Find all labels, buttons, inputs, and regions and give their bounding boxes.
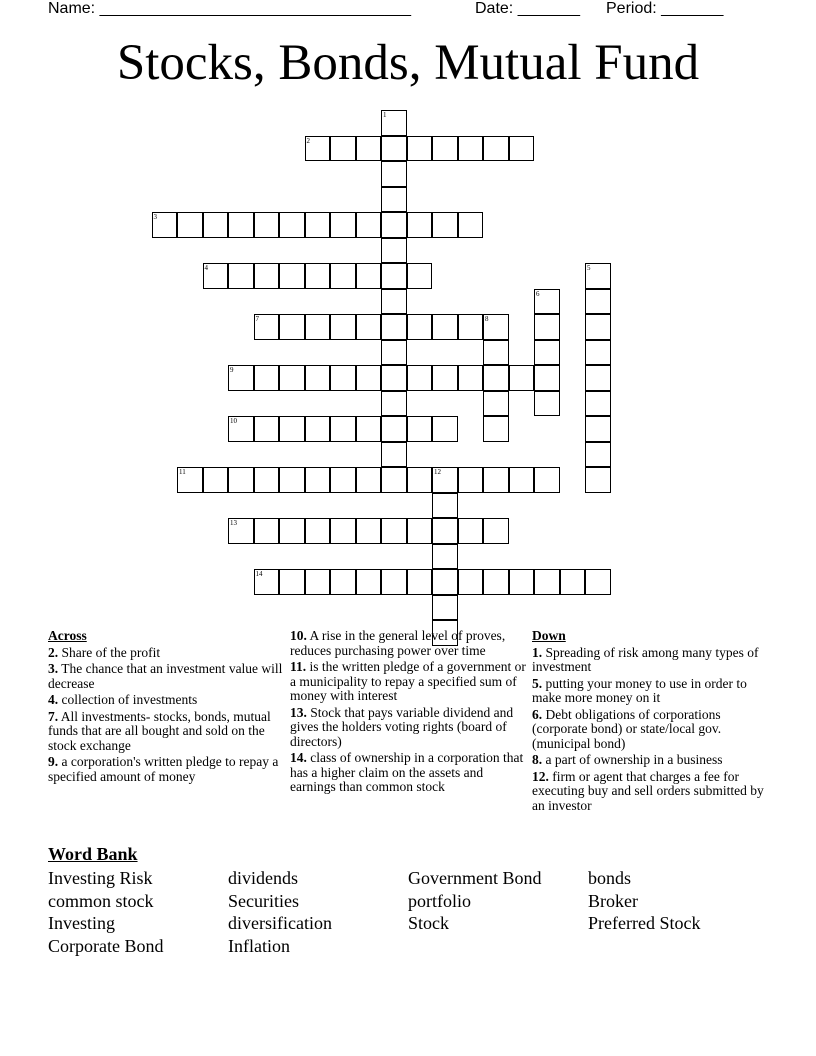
crossword-cell[interactable]: [381, 136, 407, 162]
clue-item: [48, 755, 286, 784]
clue-text: Share of the profit: [58, 644, 161, 660]
clue-text: putting your money to use in order to make more money on it: [532, 675, 747, 705]
crossword-cell[interactable]: [585, 263, 611, 289]
across-clues-column: [48, 629, 286, 786]
crossword-cell[interactable]: [381, 110, 407, 136]
clue-text: All investments- stocks, bonds, mutual funds that are all bought and sold on the stock exchange: [48, 708, 271, 753]
crossword-cell[interactable]: [381, 314, 407, 340]
word-bank-item: Investing: [48, 913, 115, 934]
crossword-cell[interactable]: [254, 416, 280, 442]
clue-text: collection of investments: [58, 692, 198, 707]
across-clue-list: [48, 646, 286, 785]
crossword-cell[interactable]: [432, 212, 458, 238]
clue-num: 7.: [48, 708, 59, 724]
crossword-cell[interactable]: [228, 365, 254, 391]
crossword-cell[interactable]: [534, 289, 560, 315]
crossword-cell[interactable]: [407, 212, 433, 238]
crossword-cell[interactable]: [585, 340, 611, 366]
clue-num: 9.: [48, 754, 59, 769]
crossword-cell[interactable]: [407, 518, 433, 544]
clue-item: [48, 646, 286, 661]
crossword-cell[interactable]: [585, 314, 611, 340]
crossword-cell[interactable]: [407, 365, 433, 391]
clue-number: 7: [255, 315, 259, 323]
word-bank-item: diversification: [228, 913, 332, 934]
clue-number: 2: [306, 136, 310, 145]
crossword-cell[interactable]: [254, 314, 280, 340]
clue-number: 9: [230, 366, 234, 374]
word-bank-item: Securities: [228, 890, 299, 911]
crossword-cell[interactable]: [432, 416, 458, 442]
crossword-cell[interactable]: [381, 263, 407, 289]
crossword-cell[interactable]: [177, 212, 203, 238]
clue-number: 11: [179, 468, 186, 476]
crossword-cell[interactable]: [585, 416, 611, 442]
crossword-cell[interactable]: [509, 569, 535, 595]
crossword-cell[interactable]: [279, 365, 305, 391]
clue-text: The chance that an investment value will decrease: [48, 661, 283, 691]
crossword-cell[interactable]: [458, 365, 484, 391]
clue-num: 8.: [532, 752, 543, 767]
clue-num: 1.: [532, 644, 543, 660]
crossword-cell[interactable]: [483, 416, 509, 442]
clue-num: 2.: [48, 644, 59, 660]
crossword-cell[interactable]: [407, 263, 433, 289]
crossword-cell[interactable]: [483, 518, 509, 544]
across-heading: Across: [48, 628, 87, 643]
crossword-cell[interactable]: [585, 365, 611, 391]
crossword-cell[interactable]: [509, 467, 535, 493]
crossword-cell[interactable]: [356, 467, 382, 493]
crossword-cell[interactable]: [305, 569, 331, 595]
clue-item: [290, 751, 528, 795]
crossword-cell[interactable]: [279, 314, 305, 340]
crossword-cell[interactable]: [381, 518, 407, 544]
crossword-cell[interactable]: [228, 467, 254, 493]
crossword-cell[interactable]: [458, 314, 484, 340]
crossword-cell[interactable]: [407, 136, 433, 162]
crossword-cell[interactable]: [534, 340, 560, 366]
crossword-cell[interactable]: [381, 161, 407, 187]
down-heading: Down: [532, 628, 566, 643]
crossword-cell[interactable]: [381, 238, 407, 264]
crossword-cell[interactable]: [356, 314, 382, 340]
clue-text: Stock that pays variable dividend and gives the holders voting rights (board of directors): [290, 704, 514, 749]
crossword-cell[interactable]: [254, 518, 280, 544]
clue-text: firm or agent that charges a fee for executing buy and sell orders submitted by an investor: [532, 768, 764, 813]
crossword-cell[interactable]: [585, 391, 611, 417]
clue-number: 3: [153, 213, 157, 221]
clue-item: [48, 710, 286, 754]
crossword-cell[interactable]: [279, 263, 305, 289]
crossword-cell[interactable]: [356, 365, 382, 391]
clue-number: 14: [255, 570, 263, 578]
crossword-cell[interactable]: [458, 569, 484, 595]
crossword-cell[interactable]: [432, 314, 458, 340]
period-field-label[interactable]: Period: _______: [606, 0, 724, 17]
word-bank-item: Government Bond: [408, 868, 542, 888]
crossword-cell[interactable]: [279, 416, 305, 442]
clue-text: class of ownership in a corporation that has a higher claim on the assets and earnings than common stock: [290, 750, 524, 794]
word-bank-item: Broker: [588, 890, 638, 911]
clue-num: 6.: [532, 706, 543, 722]
crossword-cell[interactable]: [228, 212, 254, 238]
crossword-cell[interactable]: [356, 212, 382, 238]
crossword-cell[interactable]: [203, 467, 229, 493]
crossword-cell[interactable]: [305, 416, 331, 442]
crossword-cell[interactable]: [381, 442, 407, 468]
across-clue-list-continued: [290, 629, 528, 795]
word-bank-item: Preferred Stock: [588, 913, 701, 934]
word-bank-item: common stock: [48, 890, 154, 911]
clue-text: A rise in the general level of proves, reduces purchasing power over time: [290, 628, 506, 658]
crossword-cell[interactable]: [585, 569, 611, 595]
word-bank-item: Stock: [408, 913, 450, 934]
clue-number: 8: [485, 315, 489, 323]
crossword-cell[interactable]: [483, 467, 509, 493]
crossword-cell[interactable]: [254, 263, 280, 289]
clue-number: 5: [587, 264, 591, 272]
crossword-cell[interactable]: [585, 289, 611, 315]
clue-item: [532, 646, 770, 675]
crossword-cell[interactable]: [330, 136, 356, 162]
clue-num: 5.: [532, 675, 543, 691]
clue-number: 13: [230, 519, 237, 527]
clue-num: 12.: [532, 768, 549, 784]
crossword-cell[interactable]: [330, 365, 356, 391]
down-clue-list: [532, 646, 770, 814]
crossword-cell[interactable]: [381, 187, 407, 213]
crossword-cell[interactable]: [483, 314, 509, 340]
crossword-cell[interactable]: [279, 212, 305, 238]
clue-text: a corporation's written pledge to repay a specified amount of money: [48, 754, 279, 784]
crossword-cell[interactable]: [305, 212, 331, 238]
clue-number: 6: [536, 289, 540, 298]
crossword-cell[interactable]: [458, 518, 484, 544]
word-bank-item: Inflation: [228, 936, 290, 957]
crossword-cell[interactable]: [458, 467, 484, 493]
crossword-cell[interactable]: [381, 569, 407, 595]
crossword-cell[interactable]: [228, 263, 254, 289]
date-field-label[interactable]: Date: _______: [475, 0, 580, 17]
crossword-cell[interactable]: [228, 416, 254, 442]
crossword-cell[interactable]: [483, 340, 509, 366]
crossword-cell[interactable]: [432, 136, 458, 162]
across-clues-column-continued: [290, 629, 528, 797]
crossword-cell[interactable]: [330, 212, 356, 238]
clue-item: [290, 629, 528, 658]
clue-number: 4: [204, 264, 208, 272]
clue-number: 12: [434, 468, 441, 476]
crossword-cell[interactable]: [203, 212, 229, 238]
clue-num: 10.: [290, 628, 307, 643]
crossword-cell[interactable]: [228, 518, 254, 544]
crossword-cell[interactable]: [203, 263, 229, 289]
crossword-cell[interactable]: [279, 569, 305, 595]
crossword-cell[interactable]: [534, 314, 560, 340]
crossword-cell[interactable]: [381, 289, 407, 315]
crossword-cell[interactable]: [279, 518, 305, 544]
clue-item: [48, 693, 286, 708]
crossword-cell[interactable]: [254, 365, 280, 391]
crossword-cell[interactable]: [407, 467, 433, 493]
crossword-cell[interactable]: [560, 569, 586, 595]
crossword-cell[interactable]: [585, 467, 611, 493]
page-title: Stocks, Bonds, Mutual Fund: [116, 35, 700, 91]
crossword-cell[interactable]: [483, 391, 509, 417]
clue-number: 10: [230, 417, 237, 425]
crossword-cell[interactable]: [509, 365, 535, 391]
clue-text: a part of ownership in a business: [542, 752, 723, 767]
crossword-cell[interactable]: [279, 467, 305, 493]
crossword-cell[interactable]: [356, 569, 382, 595]
clue-num: 3.: [48, 661, 59, 676]
word-bank-item: Investing Risk: [48, 868, 153, 888]
crossword-cell[interactable]: [509, 136, 535, 162]
clue-num: 14.: [290, 750, 307, 765]
crossword-cell[interactable]: [330, 314, 356, 340]
crossword-cell[interactable]: [458, 212, 484, 238]
clue-item: [532, 708, 770, 752]
crossword-cell[interactable]: [432, 467, 458, 493]
crossword-cell[interactable]: [534, 467, 560, 493]
crossword-cell[interactable]: [407, 416, 433, 442]
clue-number: 1: [383, 111, 387, 119]
crossword-cell[interactable]: [483, 136, 509, 162]
crossword-cell[interactable]: [356, 136, 382, 162]
crossword-cell[interactable]: [356, 518, 382, 544]
crossword-cell[interactable]: [152, 212, 178, 238]
word-bank-item: Corporate Bond: [48, 936, 164, 957]
crossword-cell[interactable]: [432, 518, 458, 544]
crossword-cell[interactable]: [330, 569, 356, 595]
clue-item: [48, 662, 286, 691]
clue-text: Spreading of risk among many types of investment: [532, 644, 759, 674]
crossword-cell[interactable]: [534, 365, 560, 391]
crossword-cell[interactable]: [458, 136, 484, 162]
crossword-cell[interactable]: [330, 467, 356, 493]
clue-num: 13.: [290, 704, 307, 720]
name-field-label[interactable]: Name: ___________________________________: [48, 0, 412, 17]
crossword-cell[interactable]: [432, 595, 458, 621]
word-bank-item: dividends: [228, 868, 298, 888]
word-bank-heading: Word Bank: [48, 844, 138, 864]
crossword-cell[interactable]: [381, 467, 407, 493]
crossword-cell[interactable]: [305, 263, 331, 289]
crossword-cell[interactable]: [407, 569, 433, 595]
crossword-cell[interactable]: [356, 416, 382, 442]
clue-text: Debt obligations of corporations (corporate bond) or state/local gov. (municipal bond): [532, 706, 722, 751]
crossword-cell[interactable]: [254, 467, 280, 493]
crossword-cell[interactable]: [254, 569, 280, 595]
crossword-cell[interactable]: [432, 569, 458, 595]
crossword-cell[interactable]: [381, 340, 407, 366]
crossword-cell[interactable]: [381, 212, 407, 238]
crossword-cell[interactable]: [432, 544, 458, 570]
crossword-cell[interactable]: [330, 263, 356, 289]
crossword-cell[interactable]: [305, 314, 331, 340]
clue-item: [532, 677, 770, 706]
crossword-cell[interactable]: [432, 365, 458, 391]
word-bank-item: bonds: [588, 868, 632, 888]
crossword-cell[interactable]: [330, 518, 356, 544]
crossword-cell[interactable]: [381, 391, 407, 417]
crossword-cell[interactable]: [305, 136, 331, 162]
crossword-cell[interactable]: [177, 467, 203, 493]
crossword-cell[interactable]: [254, 212, 280, 238]
crossword-cell[interactable]: [483, 569, 509, 595]
crossword-cell[interactable]: [483, 365, 509, 391]
crossword-cell[interactable]: [330, 416, 356, 442]
word-bank-item: portfolio: [408, 890, 471, 911]
clue-text: is the written pledge of a government or a municipality to repay a specified sum of money with interest: [290, 659, 526, 703]
crossword-cell[interactable]: [534, 391, 560, 417]
crossword-cell[interactable]: [381, 416, 407, 442]
crossword-cell[interactable]: [305, 467, 331, 493]
crossword-cell[interactable]: [407, 314, 433, 340]
crossword-cell[interactable]: [381, 365, 407, 391]
crossword-cell[interactable]: [356, 263, 382, 289]
clue-item: [532, 770, 770, 814]
clue-item: [532, 753, 770, 768]
crossword-cell[interactable]: [305, 365, 331, 391]
clue-num: 4.: [48, 692, 59, 707]
clue-item: [290, 660, 528, 704]
crossword-cell[interactable]: [534, 569, 560, 595]
crossword-cell[interactable]: [305, 518, 331, 544]
crossword-cell[interactable]: [585, 442, 611, 468]
crossword-cell[interactable]: [432, 493, 458, 519]
down-clues-column: [532, 629, 770, 815]
clue-num: 11.: [290, 659, 307, 674]
clue-item: [290, 706, 528, 750]
